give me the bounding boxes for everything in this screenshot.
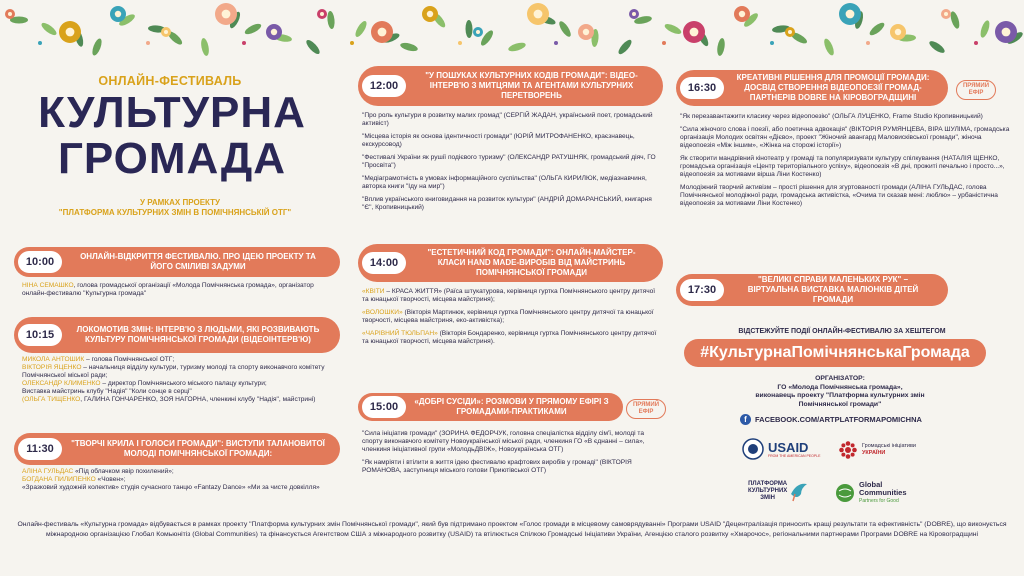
schedule-item-1000 (14, 247, 340, 277)
berry-shape (350, 41, 354, 45)
flower-center (534, 10, 543, 19)
facebook-icon: f (740, 414, 751, 425)
berry-shape (974, 41, 978, 45)
flower-center (944, 12, 948, 16)
hashtag-banner: #КультурнаПомічнянськаГромада (684, 339, 986, 367)
flower-center (427, 11, 433, 17)
project-name: "ПЛАТФОРМА КУЛЬТУРНИХ ЗМІН В ПОМІЧНЯНСЬКІЙ ОТГ" (58, 208, 292, 217)
leaf-shape (304, 38, 321, 56)
flower-center (115, 11, 121, 17)
flower-center (164, 30, 168, 34)
berry-shape (554, 41, 558, 45)
session-body-1000: НІНА СЕМАШКО, голова громадської організації «Молода Помічнянська громада», організатор онлайн-фестивалю "Культурна громада" (22, 282, 314, 297)
berry-shape (866, 41, 870, 45)
flower-center (378, 28, 387, 37)
leaf-shape (40, 21, 59, 37)
bird-icon (789, 480, 809, 502)
flower-center (895, 29, 901, 35)
flower-center (271, 29, 277, 35)
flower-center (632, 12, 636, 16)
session-title: КРЕАТИВНІ РІШЕННЯ ДЛЯ ПРОМОЦІЇ ГРОМАДИ: ДОСВІД СТВОРЕННЯ ВІДЕОПОЕЗІЇ ГРОМАД-ПАРТНЕРІВ DOBRE НА КІРОВОГРАДЩИНІ (736, 73, 930, 102)
leaf-shape (822, 37, 835, 56)
flower-center (1002, 28, 1011, 37)
berry-shape (458, 41, 462, 45)
live-badge: ПРЯМИЙ ЕФІР (626, 399, 666, 419)
time-badge: 14:00 (362, 252, 406, 274)
leaf-shape (979, 19, 991, 38)
leaf-shape (663, 22, 682, 36)
session-title: "У ПОШУКАХ КУЛЬТУРНИХ КОДІВ ГРОМАДИ": ВІДЕО-ІНТЕРВ'Ю З МИТЦЯМИ ТА АГЕНТАМИ КУЛЬТУРНИХ ПЕРЕТВОРЕНЬ (425, 71, 638, 100)
leaf-shape (200, 37, 210, 56)
organizer-info: ОРГАНІЗАТОР: ГО «Молода Помічнянська громада», виконавець проекту "Платформа культурних змін Помічнянської громади" (755, 375, 925, 408)
leaf-shape (716, 38, 726, 56)
time-badge: 10:00 (18, 251, 62, 273)
festival-title: КУЛЬТУРНА ГРОМАДА (38, 88, 306, 183)
flower-center (690, 28, 699, 37)
flower-center (739, 11, 745, 17)
usaid-seal-icon (742, 438, 764, 460)
hashtag-note: ВІДСТЕЖУЙТЕ ПОДІЇ ОНЛАЙН-ФЕСТИВАЛЮ ЗА ХЕШТЕГОМ (738, 328, 946, 335)
berry-shape (242, 41, 246, 45)
leaf-shape (399, 41, 418, 52)
project-label: У РАМКАХ ПРОЕКТУ (140, 198, 220, 207)
berry-shape (38, 41, 42, 45)
leaf-shape (327, 11, 336, 30)
footer-text: Онлайн-фестиваль «Культурна громада» відбувається в рамках проекту "Платформа культурних змін Помічнянської громади", який був підтримано проектом «Голос громади в місцевому самоврядуванні» Програми USAID "Децентралізація приносить кращі результати та ефективність" (DOBRE), що виконується міжнародною організацією Глобал Комьюнітіз (Global Communities) та фінансується Агентством США з міжнародного розвитку (USAID) та втілюється Спілкою Громадські Ініціативи України, Агенцією сталого розвитку «Хмарочос», регіональними партнерами Програми DOBRE на Кіровоградщині (17, 521, 1007, 538)
session-title: "ЕСТЕТИЧНИЙ КОД ГРОМАДИ": ОНЛАЙН-МАЙСТЕР-КЛАСИ HAND MADE-ВИРОБІВ ВІД МАЙСТРИНЬ ПОМІЧНЯНСЬКОЇ ГРОМАДИ (427, 248, 636, 277)
festival-subtitle: ОНЛАЙН-ФЕСТИВАЛЬ (98, 74, 242, 88)
schedule-item-1630 (676, 70, 948, 106)
platform-logo: ПЛАТФОРМА КУЛЬТУРНИХ ЗМІН (748, 480, 809, 502)
session-body-1130: АЛІНА ГУЛЬДАС «Під облачком явір похилений»; БОГДАНА ПИЛИПЕНКО «Човен»; «Зразковий художній колектив» студія сучасного танцю «Fantazy Dance» «Ми за чисте довкілля» (22, 468, 320, 491)
facebook-link[interactable]: f FACEBOOK.COM/ARTPLATFORMAPOMICHNA (740, 413, 922, 425)
schedule-item-1730 (676, 274, 948, 306)
globe-icon (835, 483, 855, 503)
leaf-shape (91, 37, 104, 56)
session-title: "ВЕЛИКІ СПРАВИ МАЛЕНЬКИХ РУК" – ВІРТУАЛЬНА ВИСТАВКА МАЛЮНКІВ ДІТЕЙ ГРОМАДИ (747, 275, 919, 304)
time-badge: 15:00 (362, 396, 406, 418)
flower-center (66, 28, 75, 37)
schedule-item-1200 (358, 66, 663, 106)
leaf-shape (868, 21, 886, 38)
session-title: ЛОКОМОТИВ ЗМІН: ІНТЕРВ'Ю З ЛЮДЬМИ, ЯКІ РОЗВИВАЮТЬ КУЛЬТУРУ ПОМІЧНЯНСЬКОЇ ГРОМАДИ (ВІДЕОІНТЕРВ'Ю) (76, 325, 320, 344)
berry-shape (662, 41, 666, 45)
flower-center (8, 12, 12, 16)
session-body-1400: «КВІТИ – КРАСА ЖИТТЯ» (Раїса штукатурова, керівниця гуртка Помічнянського центру дитячої та юнацької творчості, місцева майстриня); «ВОЛОШКИ» (Вікторія Мартинюк, керівниця гуртка Помічнянського центру дитячої та юнацької творчості, місцева майстриня, еко-активістка); «ЧАРІВНИЙ ТЮЛЬПАН» (Вікторія Бондаренко, керівниця гуртка Помічнянського центру дитячої та юнацької творчості, місцева майстриня). (362, 288, 657, 345)
flower-center (583, 29, 589, 35)
flower-center (846, 10, 855, 19)
berry-shape (146, 41, 150, 45)
live-badge: ПРЯМИЙ ЕФІР (956, 80, 996, 100)
global-communities-logo: Global Communities Partners for Good (835, 481, 907, 505)
time-badge: 11:30 (18, 438, 62, 460)
gromadski-logo: Громадські ініціативи УКРАЇНИ (838, 440, 916, 460)
flower-center (320, 12, 324, 16)
time-badge: 12:00 (362, 75, 406, 97)
berry-shape (770, 41, 774, 45)
leaf-shape (243, 22, 262, 36)
session-body-1630: "Як перезавантажити класику через відеопоезію" (ОЛЬГА ЛУЦЕНКО, Frame Studio Кропивницький) "Сила жіночого слова і поезії, або поетична адвокація" (ВІКТОРІЯ РУМЯНЦЕВА, ВІРА ШУЛІМА, громадська організація Молодих освітян «Дієво», проект "Жіночий авангард Маловисківської громади", жіноча відеопоезія «Між іншим», «Жінка на сторожі історії») Як створити мандрівний кінотеатр у громаді та популяризувати культуру спілкування (НАТАЛІЯ ЩЕНКО, громадська організація «Центр територіального успіху», відеопоезія «В дні, прожиті печально і просто...», відеопоезія за мотивами вірша Ліни Костенко) Молодіжний творчий активізм – прості рішення для згуртованості громади (АЛІНА ГУЛЬДАС, голова Помічнянської молодіжної ради, громадська активістка, «Очима ти сказав мені: люблю» – урбаністична відеопоезія за мотивами Ліни Костенко) (680, 113, 1010, 207)
time-badge: 16:30 (680, 77, 724, 99)
leaf-shape (928, 39, 947, 55)
leaf-shape (557, 20, 573, 39)
flower-center (222, 10, 231, 19)
flower-center (788, 30, 792, 34)
session-title: «ДОБРІ СУСІДИ»: РОЗМОВИ У ПРЯМОМУ ЕФІРІ З ГРОМАДАМИ-ПРАКТИКАМИ (414, 397, 609, 416)
leaf-shape (465, 20, 472, 38)
session-title: "ТВОРЧІ КРИЛА І ГОЛОСИ ГРОМАДИ": ВИСТУПИ ТАЛАНОВИТОЇ МОЛОДІ ПОМІЧНЯНСЬКОЇ ГРОМАДИ: (71, 439, 325, 458)
floral-border (0, 0, 1024, 56)
schedule-item-1500 (358, 393, 623, 421)
flower-logo-icon (838, 440, 858, 460)
session-body-1015: МИКОЛА АНТОШИК – голова Помічнянської ОТГ; ВІКТОРІЯ ЯЦЕНКО – начальниця відділу культури, туризму молоді та спорту виконавчого комітету Помічнянської міської ради; ОЛЕКСАНДР КЛИМЕНКО – директор Помічнянського міського палацу культури; Виставка майстринь клубу "Надія" "Коли сонце в серці" (ОЛЬГА ТИЩЕНКО, ГАЛИНА ГОНЧАРЕНКО, ЗОЯ НАГОРНА, членкині клубу "Надія", майстрині) (22, 356, 325, 403)
session-body-1500: "Сила ініціатив громади" (ЗОРИНА ФЕДОРЧУК, головна спеціалістка відділу сім'ї, молоді та спорту виконавчого комітету Новоукраїнської міської ради, членкиня ГО «В єднанні – сила», членкиня ініціативної групи «МолодьДВІЖ», Новоукраїнська ОТГ) "Як намріяти і втілити в життя ідею фестивалю крафтових виробів у громаді" (ВІКТОРІЯ РОМАНОВА, заступниця міського голови Приютівської ОТГ) (362, 430, 645, 474)
leaf-shape (353, 19, 368, 38)
session-body-1200: "Про роль культури в розвитку малих громад" (СЕРГІЙ ЖАДАН, український поет, громадський активіст) "Місцева історія як основа ідентичності громади" (ЮРІЙ МИТРОФАНЕНКО, краєзнавець, екскурсовод) "Фестивалі України як рушії подієвого туризму" (ОЛЕКСАНДР РАТУШНЯК, громадський діяч, ГО "Просвіта") "Медіаграмотність в умовах інформаційного суспільства" (ОЛЬГА КИРИЛЮК, медіазнавчиня, авторка книги "Іду на мир") "Вплив українського книговидання на розвиток культури" (АНДРІЙ ДОМАРАНСЬКИЙ, книгарня "Є", Кропивницький) (362, 112, 656, 211)
leaf-shape (507, 41, 526, 53)
schedule-item-1400 (358, 244, 663, 282)
schedule-item-1130 (14, 433, 340, 465)
flower-center (476, 30, 480, 34)
usaid-logo: USAID FROM THE AMERICAN PEOPLE (742, 438, 820, 460)
time-badge: 17:30 (680, 279, 724, 301)
session-title: ОНЛАЙН-ВІДКРИТТЯ ФЕСТИВАЛЮ. ПРО ІДЕЮ ПРОЕКТУ ТА ЙОГО СМІЛИВІ ЗАДУМИ (80, 252, 316, 271)
schedule-item-1015 (14, 317, 340, 353)
leaf-shape (616, 38, 633, 56)
time-badge: 10:15 (18, 324, 62, 346)
